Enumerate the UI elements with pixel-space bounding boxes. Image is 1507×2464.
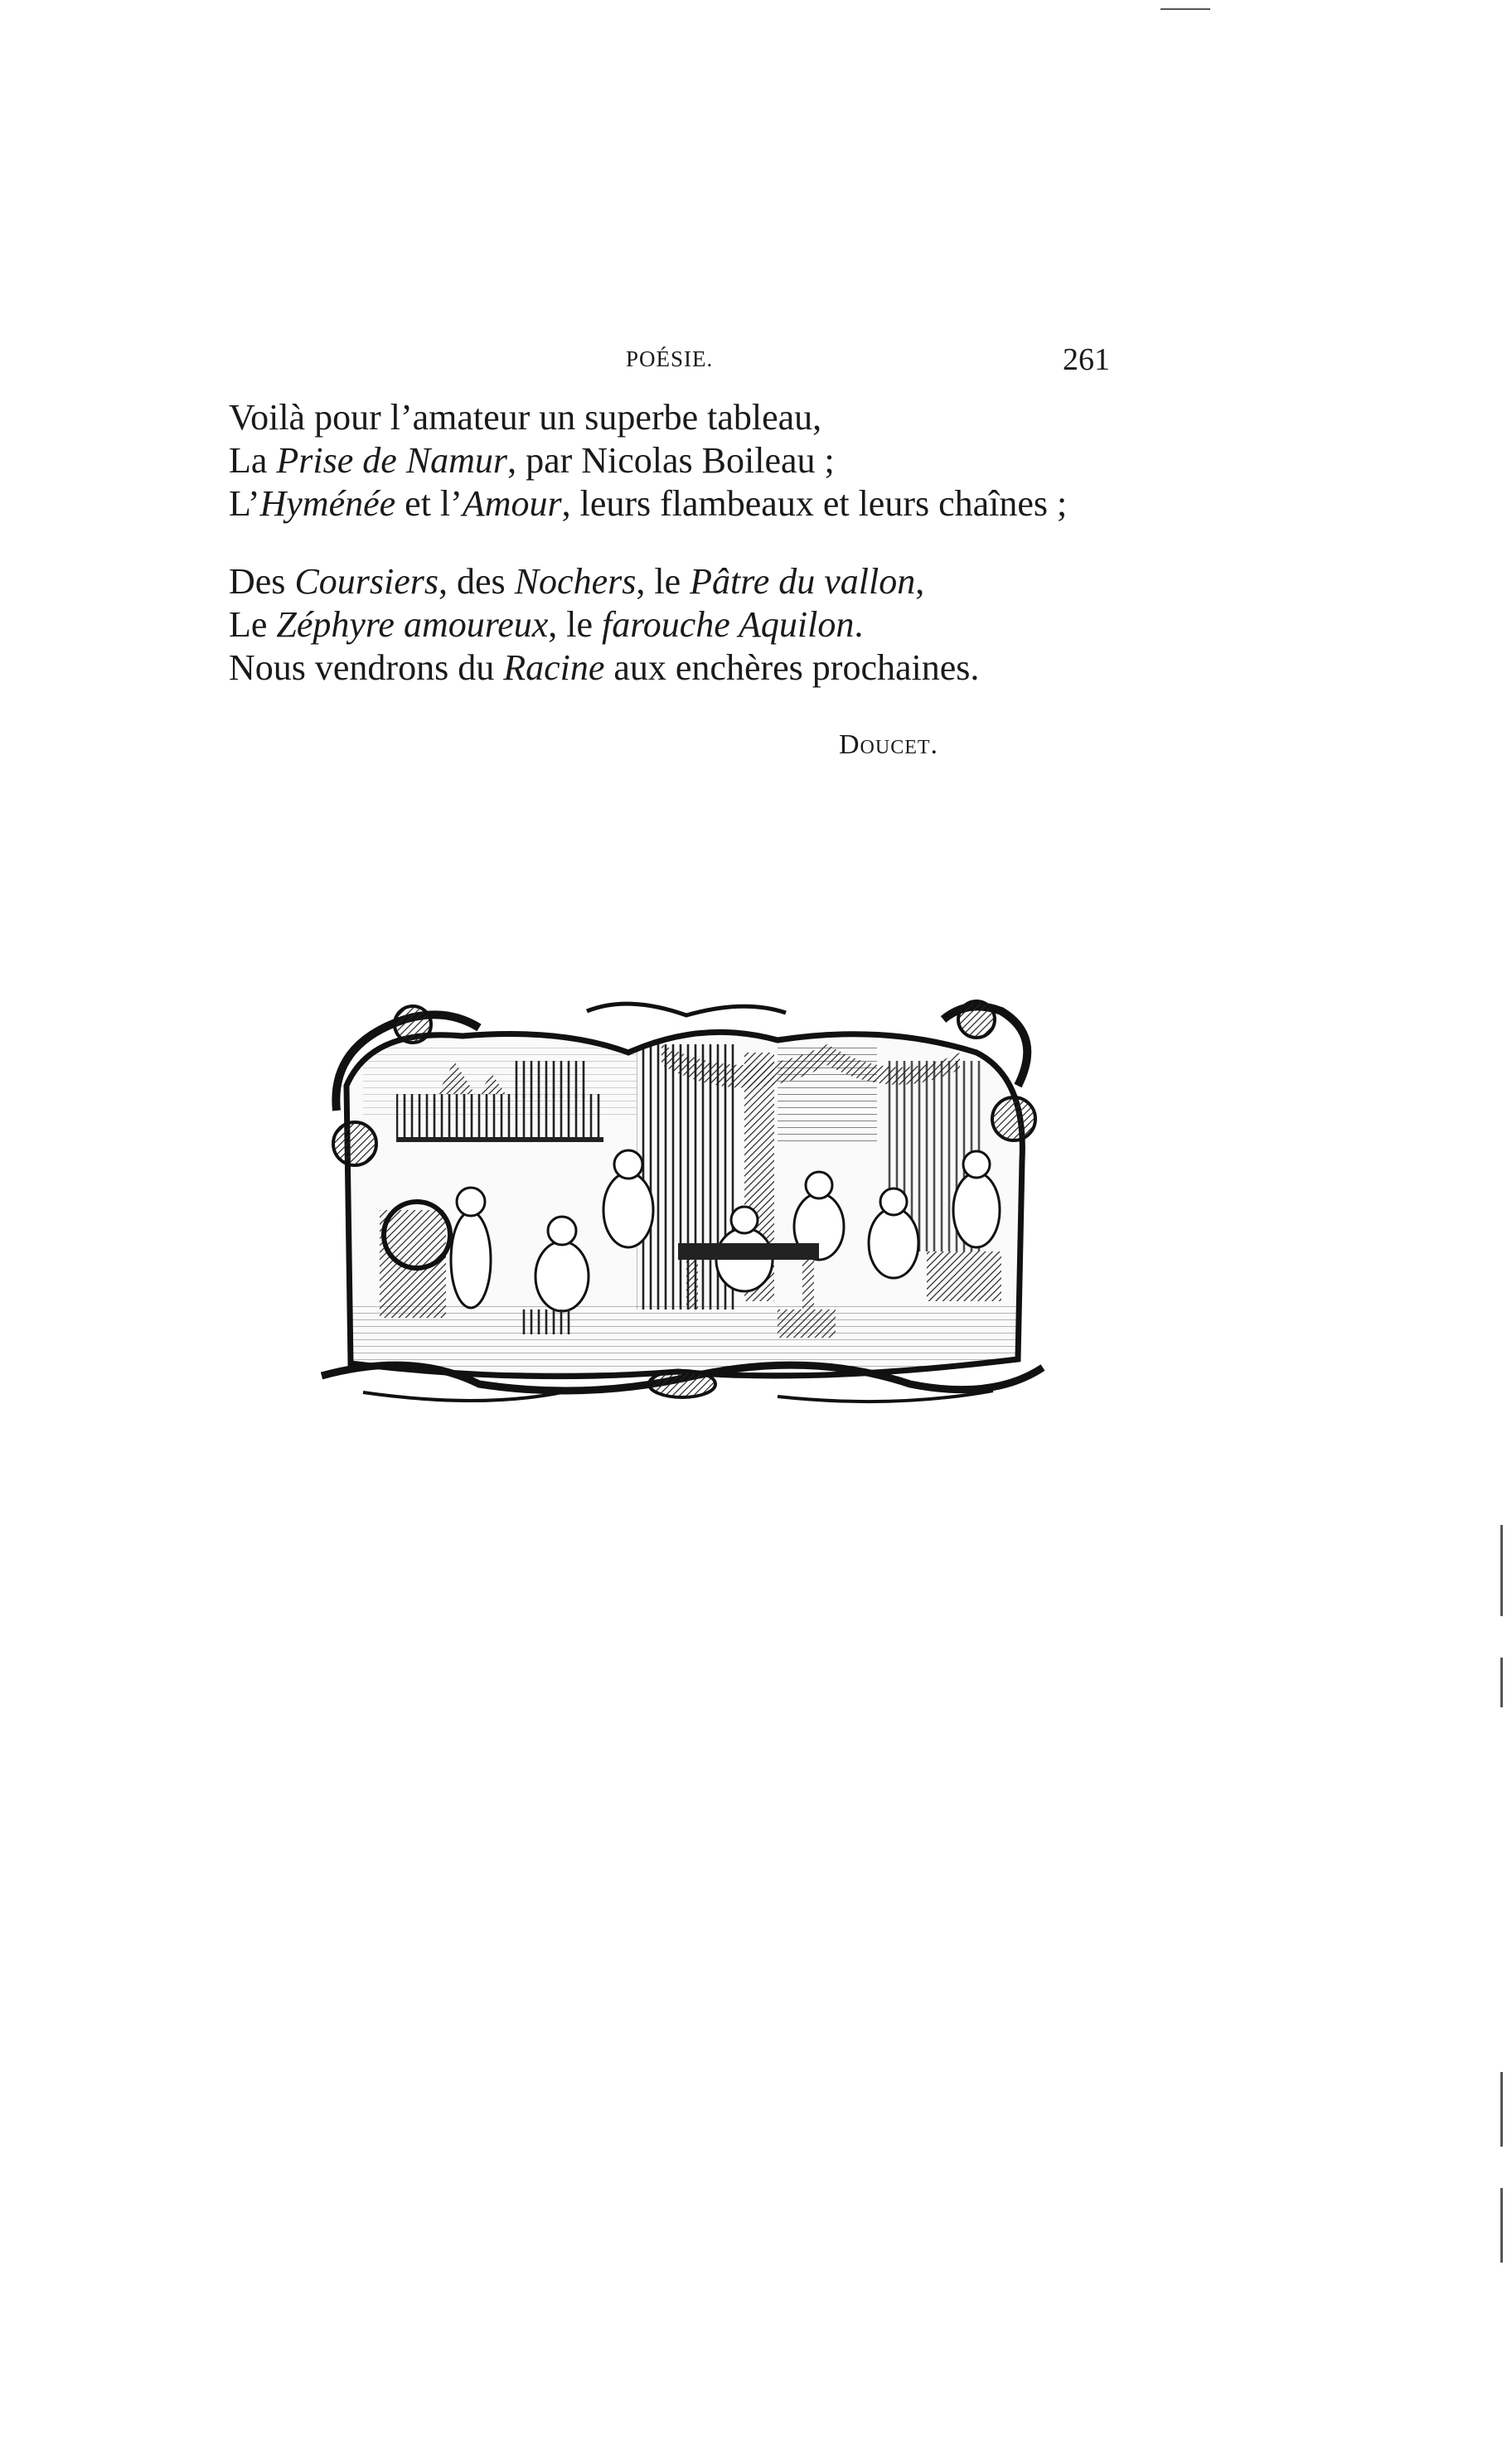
author-signature: Doucet. (839, 729, 939, 760)
page-header (0, 342, 1507, 388)
italic-title: Coursiers (294, 561, 439, 602)
italic-title: Prise de Namur (276, 440, 508, 481)
verse-text: , des (439, 561, 515, 602)
verse-text: L’ (229, 483, 260, 524)
italic-title: farouche Aquilon (602, 604, 855, 645)
italic-title: Racine (503, 647, 605, 688)
stanza (229, 560, 1306, 690)
scan-mark (1500, 1658, 1503, 1707)
verse-text: Des (229, 561, 295, 602)
stanza (229, 396, 1306, 525)
verse-text: et l’ (395, 483, 463, 524)
verse-line (229, 603, 1306, 646)
verse-text: La (229, 440, 277, 481)
italic-title: Amour (462, 483, 562, 524)
italic-title: Hyménée (259, 483, 396, 524)
verse-text: , le (548, 604, 603, 645)
scan-mark (1500, 2072, 1503, 2147)
verse-line (229, 396, 1306, 439)
verse-line (229, 439, 1306, 482)
verse-text: Nous vendrons du (229, 647, 504, 688)
page-number: 261 (1063, 342, 1110, 377)
verse-text: , le (636, 561, 691, 602)
running-title: POÉSIE. (626, 346, 714, 371)
scan-mark (1500, 1525, 1503, 1616)
verse-line (229, 482, 1306, 525)
scan-mark (1500, 2188, 1503, 2263)
verse-text: aux enchères prochaines. (604, 647, 980, 688)
engraved-vignette (313, 995, 1051, 1406)
verse-text: . (854, 604, 864, 645)
verse-line (229, 646, 1306, 690)
scan-mark (1161, 8, 1210, 10)
verse-text: Voilà pour l’amateur un superbe tableau, (229, 397, 822, 438)
verse-text: , leurs flambeaux et leurs chaînes ; (561, 483, 1068, 524)
poem (229, 396, 1306, 690)
italic-title: Zéphyre amoureux (276, 604, 549, 645)
vignette-scene (313, 995, 1051, 1406)
italic-title: Pâtre du vallon (690, 561, 916, 602)
verse-text: , par Nicolas Boileau ; (507, 440, 835, 481)
verse-line (229, 560, 1306, 603)
verse-text: Le (229, 604, 277, 645)
italic-title: Nochers (514, 561, 637, 602)
verse-text: , (915, 561, 925, 602)
